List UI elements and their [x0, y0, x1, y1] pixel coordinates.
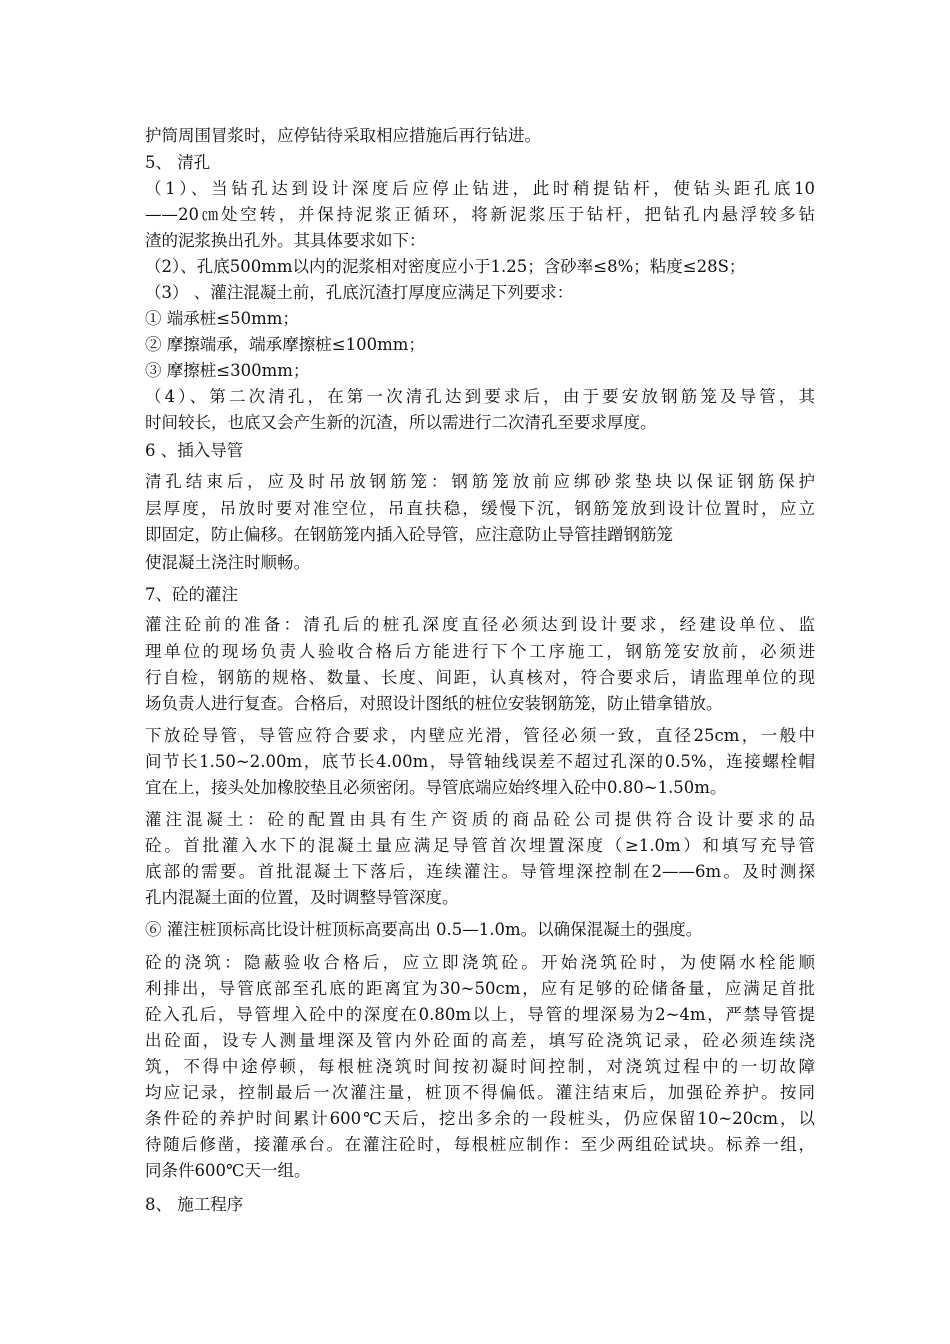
- paragraph-line: 时间较长，也底又会产生新的沉渣，所以需进行二次清孔至要求厚度。: [145, 413, 657, 432]
- paragraph-line: 砼。首批灌入水下的混凝土量应满足导管首次埋置深度（≥1.0m）和填写充导管: [145, 836, 815, 855]
- paragraph-line: 即固定，防止偏移。在钢筋笼内插入砼导管，应注意防止导管挂蹭钢筋笼: [145, 525, 673, 544]
- paragraph-line: 同条件600℃天一组。: [145, 1161, 311, 1180]
- list-item: ③ 摩擦桩≤300mm；: [145, 361, 310, 380]
- paragraph-line: 下放砼导管，导管应符合要求，内壁应光滑，管径必须一致，直径25cm，一般中: [145, 726, 815, 745]
- paragraph-line: 清孔结束后，应及时吊放钢筋笼：钢筋笼放前应绑砂浆垫块以保证钢筋保护: [145, 472, 815, 491]
- paragraph-line: 底部的需要。首批混凝土下落后，连续灌注。导管埋深控制在2——6m。及时测探: [145, 862, 815, 881]
- paragraph-line: 护筒周围冒浆时，应停钻待采取相应措施后再行钻进。: [145, 126, 541, 145]
- list-item: ② 摩擦端承，端承摩擦桩≤100mm；: [145, 335, 425, 354]
- paragraph-line: 条件砼的养护时间累计600℃天后，挖出多余的一段桩头，仍应保留10~20cm，以: [145, 1109, 815, 1128]
- section-heading: 6 、插入导管: [145, 441, 244, 460]
- paragraph-line: 渣的泥浆换出孔外。其具体要求如下：: [145, 231, 426, 250]
- paragraph-line: ——20㎝处空转，并保持泥浆正循环，将新泥浆压于钻杆，把钻孔内悬浮较多钻: [145, 205, 815, 224]
- paragraph-line: （4）、第二次清孔，在第一次清孔达到要求后，由于要安放钢筋笼及导管，其: [145, 387, 815, 406]
- section-heading: 5、 清孔: [145, 153, 211, 172]
- paragraph-line: 层厚度，吊放时要对准空位，吊直扶稳，缓慢下沉，钢筋笼放到设计位置时，应立: [145, 499, 815, 518]
- paragraph-line: 均应记录，控制最后一次灌注量，桩顶不得偏低。灌注结束后，加强砼养护。按同: [145, 1083, 815, 1102]
- paragraph-line: 孔内混凝土面的位置，及时调整导管深度。: [145, 888, 459, 907]
- paragraph-line: 使混凝土浇注时顺畅。: [145, 553, 310, 572]
- paragraph-line: （2）、孔底500mm以内的泥浆相对密度应小于1.25；含砂率≤8%；粘度≤28S；: [145, 257, 746, 276]
- paragraph-line: 理单位的现场负责人验收合格后方能进行下个工序施工，钢筋笼安放前，必须进: [145, 642, 815, 661]
- paragraph-line: 筑，不得中途停顿，每根桩浇筑时间按初凝时间控制，对浇筑过程中的一切故障: [145, 1057, 815, 1076]
- paragraph-line: 灌注混凝土：砼的配置由具有生产资质的商品砼公司提供符合设计要求的品: [145, 810, 815, 829]
- paragraph-line: ⑥ 灌注桩顶标高比设计桩顶标高要高出 0.5—1.0m。以确保混凝土的强度。: [145, 920, 703, 939]
- paragraph-line: 砼入孔后，导管埋入砼中的深度在0.80m以上，导管的埋深易为2~4m，严禁导管提: [145, 1005, 815, 1024]
- paragraph-line: 灌注砼前的准备：清孔后的桩孔深度直径必须达到设计要求，经建设单位、监: [145, 615, 815, 634]
- paragraph-line: （1）、当钻孔达到设计深度后应停止钻进，此时稍提钻杆，使钻头距孔底10: [145, 179, 815, 198]
- list-item: ① 端承桩≤50mm；: [145, 309, 299, 328]
- paragraph-line: 砼的浇筑：隐蔽验收合格后，应立即浇筑砼。开始浇筑砼时，为使隔水栓能顺: [145, 953, 815, 972]
- paragraph-line: （3） 、灌注混凝土前，孔底沉渣打厚度应满足下列要求：: [145, 283, 574, 302]
- section-heading: 7、砼的灌注: [145, 585, 238, 604]
- paragraph-line: 行自检，钢筋的规格、数量、长度、间距，认真核对，符合要求后，请监理单位的现: [145, 668, 815, 687]
- paragraph-line: 间节长1.50~2.00m，底节长4.00m，导管轴线误差不超过孔深的0.5%，连接螺栓帽: [145, 752, 815, 771]
- section-heading: 8、 施工程序: [145, 1195, 244, 1214]
- paragraph-line: 出砼面，设专人测量埋深及管内外砼面的高差，填写砼浇筑记录，砼必须连续浇: [145, 1031, 815, 1050]
- paragraph-line: 待随后修凿，接灌承台。在灌注砼时，每根桩应制作：至少两组砼试块。标养一组，: [145, 1135, 815, 1154]
- paragraph-line: 宜在上，接头处加橡胶垫且必须密闭。导管底端应始终埋入砼中0.80~1.50m。: [145, 778, 727, 797]
- paragraph-line: 利排出，导管底部至孔底的距离宜为30~50cm，应有足够的砼储备量，应满足首批: [145, 979, 815, 998]
- paragraph-line: 场负责人进行复查。合格后，对照设计图纸的桩位安装钢筋笼，防止错拿错放。: [145, 694, 723, 713]
